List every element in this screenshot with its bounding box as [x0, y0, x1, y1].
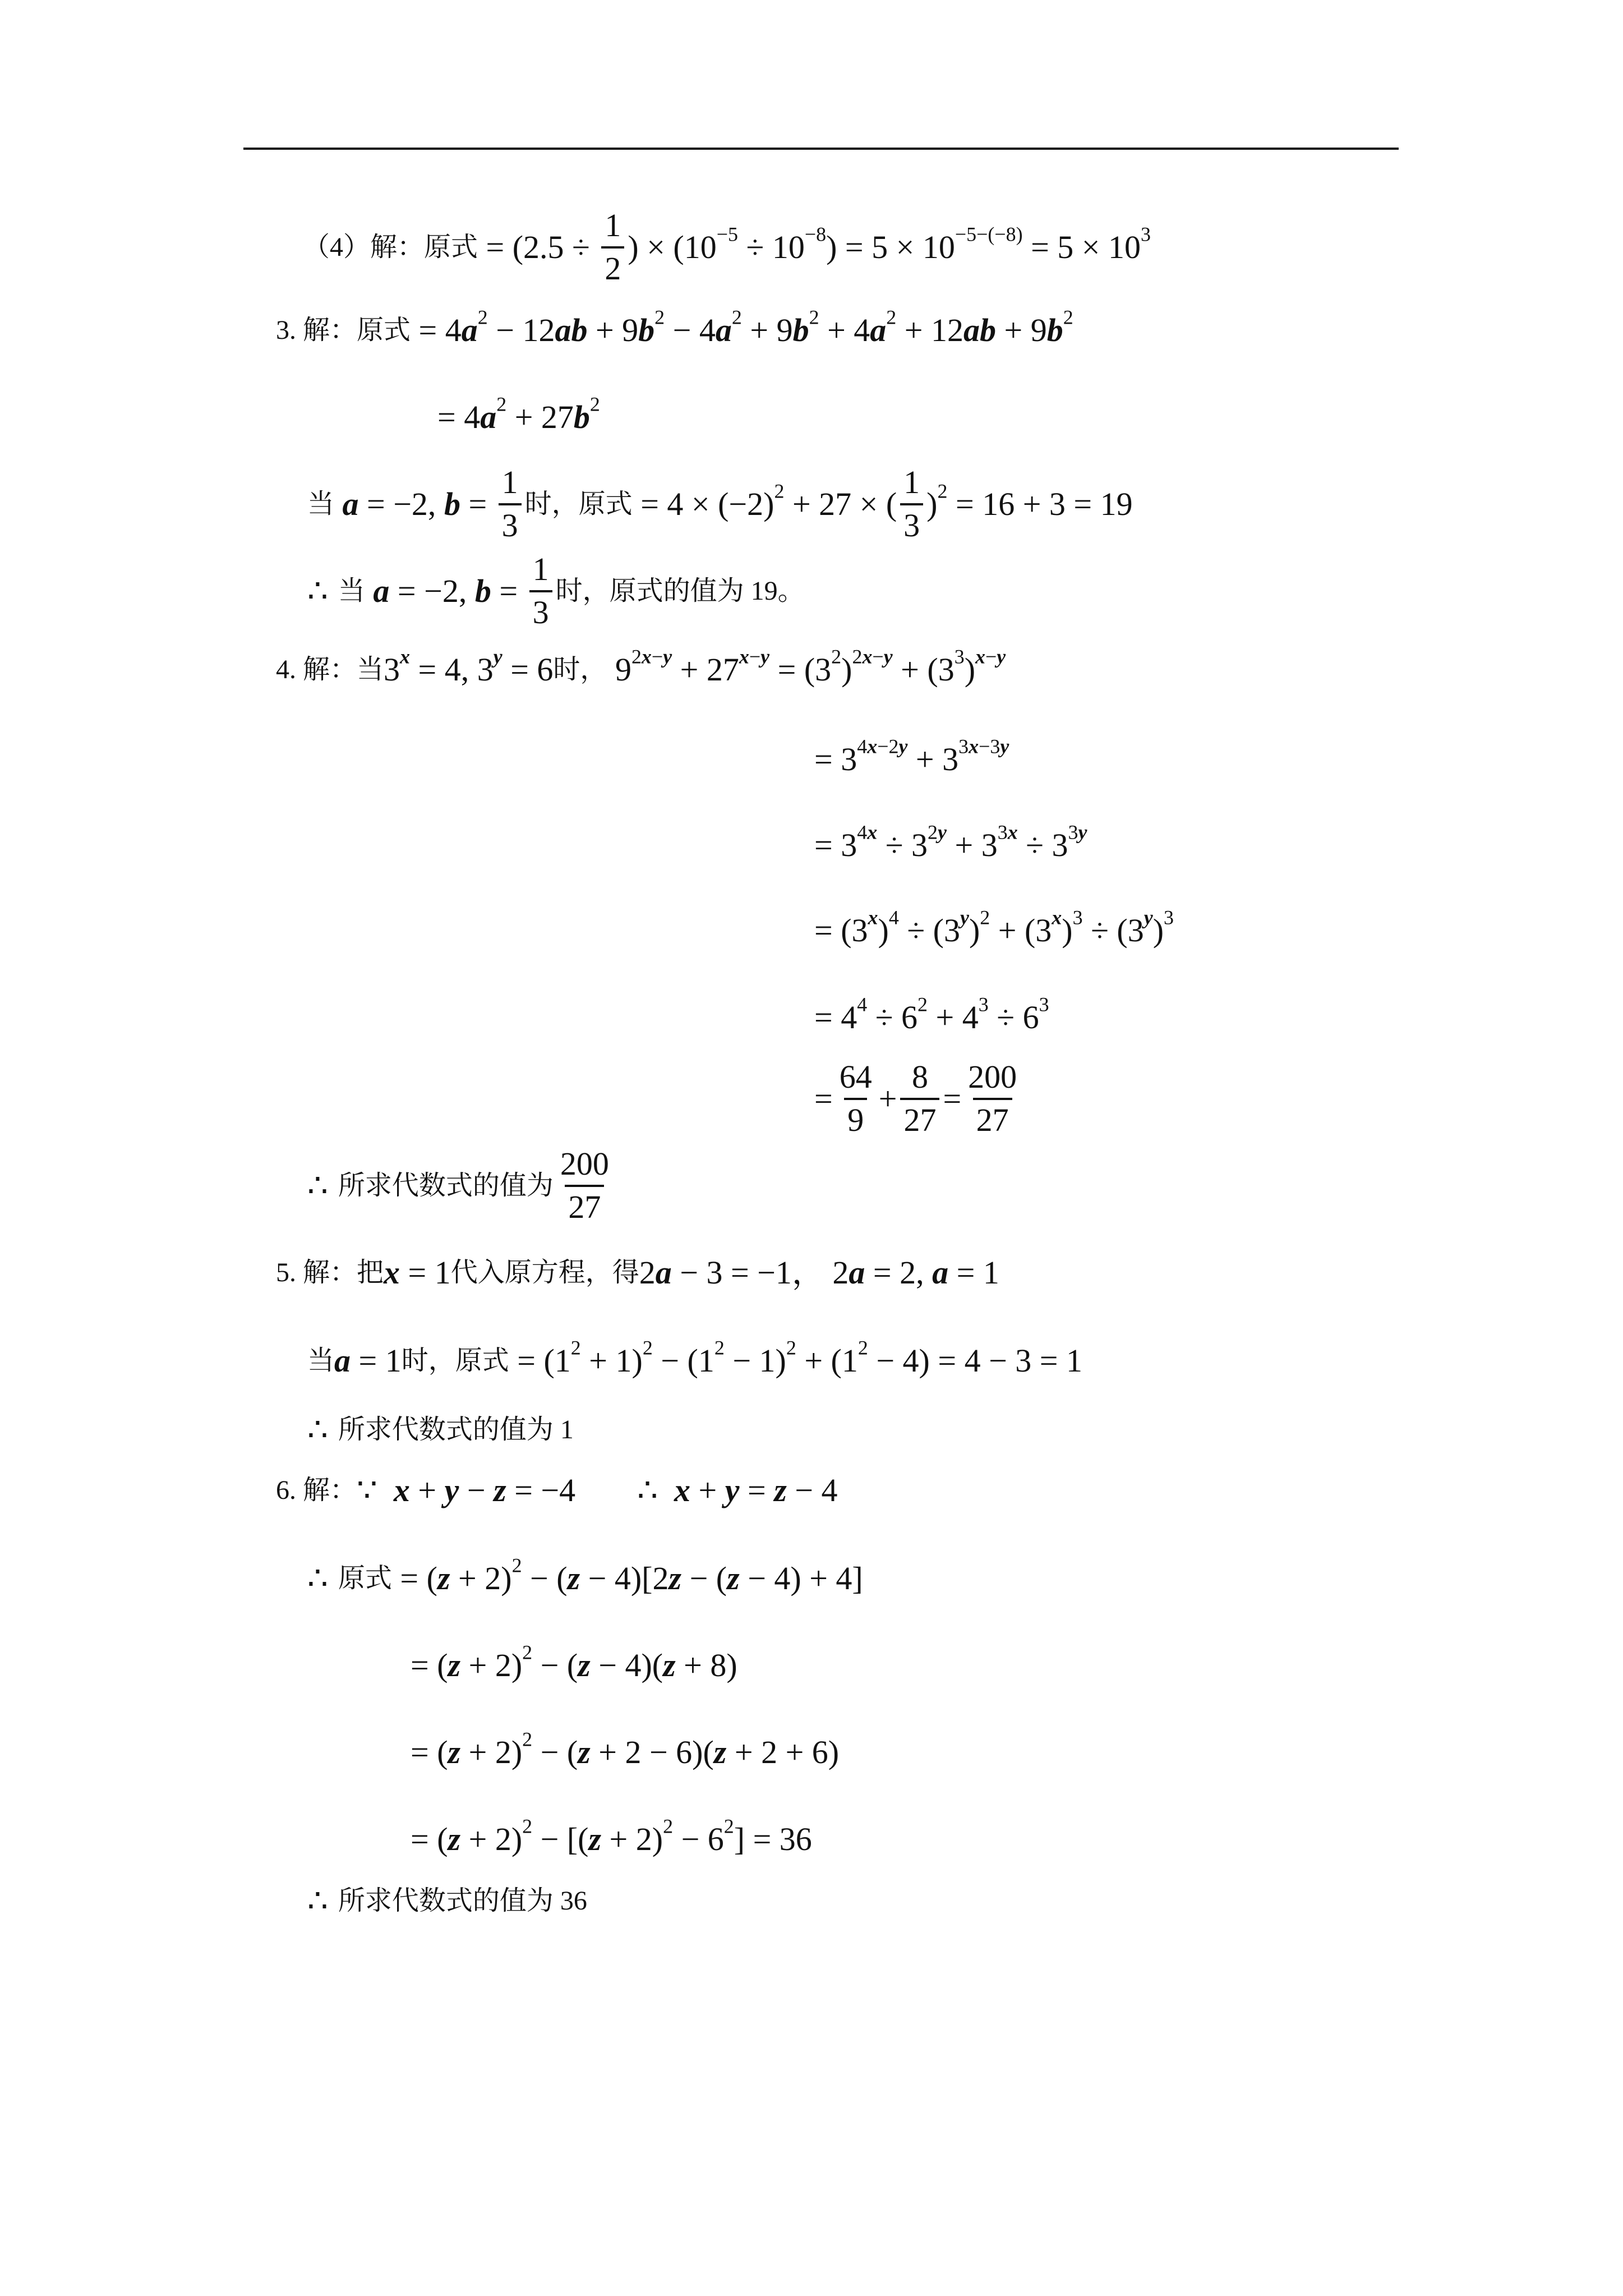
problem5-conclusion: ∴ 所求代数式的值为 1 [307, 1411, 574, 1448]
item4-prefix: （4）解： [303, 232, 425, 262]
problem3-line1: 3. 解： 原式 = $4a^2 - 12ab + 9b^2 - 4a^2 + 9b^2 + 4a^2 + 12ab + 9b^2$ [276, 306, 1073, 348]
problem3-line2: = $4a^2 + 27b^2$ [437, 393, 600, 435]
problem5-line2: 当 a = 1 时， 原式 = $(1^2 + 1)^2 - (1^2 - 1)^2 + (1^2 - 4) = 4 - 3 = 1$ [307, 1336, 1082, 1379]
problem5-line1: 5. 解： 把 x = 1 代入原方程，得 2a − 3 = −1， 2a = 2, a = 1 [276, 1254, 999, 1291]
problem6-line4: = $(z + 2)^2 - (z + 2 - 6)(z + 2 + 6)$ [411, 1728, 840, 1770]
problem6-conclusion: ∴ 所求代数式的值为 36 [307, 1883, 587, 1919]
fraction-64-9: $\frac{64}{9}$ [839, 1059, 872, 1138]
problem4-line3: = $3^{4x} \div 3^{2y} + 3^{3x} \div 3^{3y}$ [814, 821, 1087, 863]
problem4-line2: = $3^{4x-2y} + 3^{3x-3y}$ [814, 735, 1009, 777]
problem4-line1: 4. 解： 当 $3^x = 4$, $3^y = 6$ 时， $9^{2x-y} + 27^{x-y} = (3^2)^{2x-y} + (3^3)^{x-y}$ [276, 645, 1006, 688]
fraction-200-27-2: $\frac{200}{27}$ [560, 1145, 609, 1225]
yuanshi-label: 原式 [424, 232, 478, 262]
yuanshi-label: 原式 [357, 315, 411, 345]
problem4-line5: = $4^4 \div 6^2 + 4^3 \div 6^3$ [814, 993, 1049, 1036]
problem6-line1: 6. 解： ∵ x + y − z = −4 ∴ x + y = z − 4 [276, 1472, 838, 1508]
problem4-line4: = $(3^x)^4 \div (3^y)^2 + (3^x)^3 \div (3^y)^3$ [814, 906, 1174, 949]
p3-prefix: 3. 解： [276, 315, 357, 345]
fraction-third-2: $\frac{1}{3}$ [900, 466, 923, 543]
problem4-line6: = $\frac{64}{9}$ + $\frac{8}{27}$ = $\frac{200}{27}$ [814, 1060, 1023, 1138]
problem4-conclusion: ∴ 所求代数式的值为 $\frac{200}{27}$ [307, 1147, 616, 1225]
fraction-third: $\frac{1}{3}$ [499, 466, 522, 543]
fraction-8-27: $\frac{8}{27}$ [900, 1060, 939, 1138]
header-rule [243, 148, 1399, 150]
problem6-line5: = $(z + 2)^2 - [(z + 2)^2 - 6^2] = 36$ [411, 1815, 812, 1857]
problem6-line2: ∴ 原式 = $(z + 2)^2 - (z - 4)[2z - (z - 4) + 4]$ [307, 1554, 863, 1596]
problem6-line3: = $(z + 2)^2 - (z - 4)(z + 8)$ [411, 1641, 737, 1683]
item4-line: （4）解： 原式 = (2.5 ÷ $\frac{1}{2}$ ) × $(10^{-5} \div 10^{-8}) = 5 \times 10^{-5-(-8)} = 5 \times 10^3$ [303, 207, 1151, 287]
fraction-third-3: $\frac{1}{3}$ [529, 553, 552, 630]
fraction-half: $\frac{1}{2}$ [601, 209, 624, 286]
fraction-200-27: $\frac{200}{27}$ [968, 1059, 1017, 1138]
problem3-line3: 当 a = −2, b = $\frac{1}{3}$ 时， 原式 = $4 \times (-2)^2 + 27$ × ( $\frac{1}{3}$ )$^2$ = 16 + 3 = 19 [307, 464, 1133, 544]
problem3-conclusion: ∴ 当 a = −2, b = $\frac{1}{3}$ 时，原式的值为 19。 [307, 551, 805, 631]
